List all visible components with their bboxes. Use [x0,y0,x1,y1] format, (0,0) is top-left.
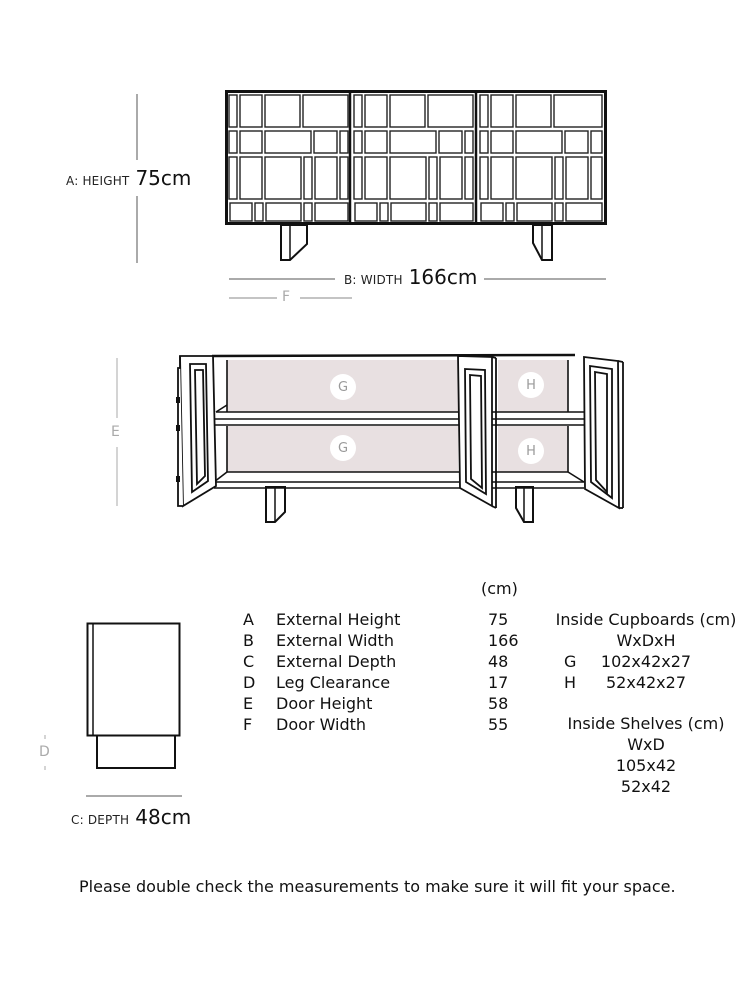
depth-dimension-label [71,805,191,829]
row-letter-f: F [243,715,253,734]
cupboard-label-h-top: H [518,372,544,398]
value-column [488,609,519,735]
row-letter-e: E [243,694,254,713]
inside-cupboards-subtitle: WxDxH [616,631,676,650]
row-value-d: 17 [488,673,509,692]
cupboard-letter-g: G [564,652,577,671]
row-name-c: External Depth [276,652,397,671]
row-value-c: 48 [488,652,509,671]
door-width-letter: F [282,289,291,305]
inside-cupboards-title: Inside Cupboards (cm) [555,610,737,629]
cupboard-letters [564,651,576,693]
inside-shelves-block [548,713,744,797]
fit-check-note: Please double check the measurements to make sure it will fit your space. [79,877,676,896]
row-value-b: 166 [488,631,519,650]
shelf-value-2: 52x42 [620,777,672,796]
width-label: B: WIDTH [344,273,403,287]
row-value-a: 75 [488,610,509,629]
row-letter-b: B [243,631,254,650]
width-value: 166cm [408,265,478,289]
shelf-value-1: 105x42 [615,756,677,775]
row-value-f: 55 [488,715,509,734]
row-letter-d: D [243,673,256,692]
depth-value: 48cm [135,805,192,829]
letter-column [243,609,255,735]
height-value: 75cm [135,166,192,190]
row-name-e: Door Height [276,694,373,713]
name-column [276,609,400,735]
cupboard-label-h-bottom: H [518,438,544,464]
row-letter-a: A [243,610,254,629]
cupboard-letter-h: H [564,673,577,692]
cupboard-label-g-top: G [330,374,356,400]
cupboard-value-h: 52x42x27 [605,673,686,692]
cupboard-value-g: 102x42x27 [600,652,692,671]
cupboard-label-g-bottom: G [330,435,356,461]
row-value-e: 58 [488,694,509,713]
unit-header: (cm) [481,579,518,598]
row-name-f: Door Width [276,715,367,734]
row-name-b: External Width [276,631,394,650]
leg-clearance-letter: D [39,744,50,760]
row-name-d: Leg Clearance [276,673,391,692]
row-name-a: External Height [276,610,401,629]
inside-cupboards-block [548,609,744,651]
inside-shelves-subtitle: WxD [627,735,665,754]
inside-shelves-title: Inside Shelves (cm) [567,714,725,733]
door-height-letter: E [111,424,120,440]
row-letter-c: C [243,652,255,671]
depth-label: C: DEPTH [71,813,130,827]
height-label: A: HEIGHT [66,174,130,188]
cupboard-values [596,651,696,693]
